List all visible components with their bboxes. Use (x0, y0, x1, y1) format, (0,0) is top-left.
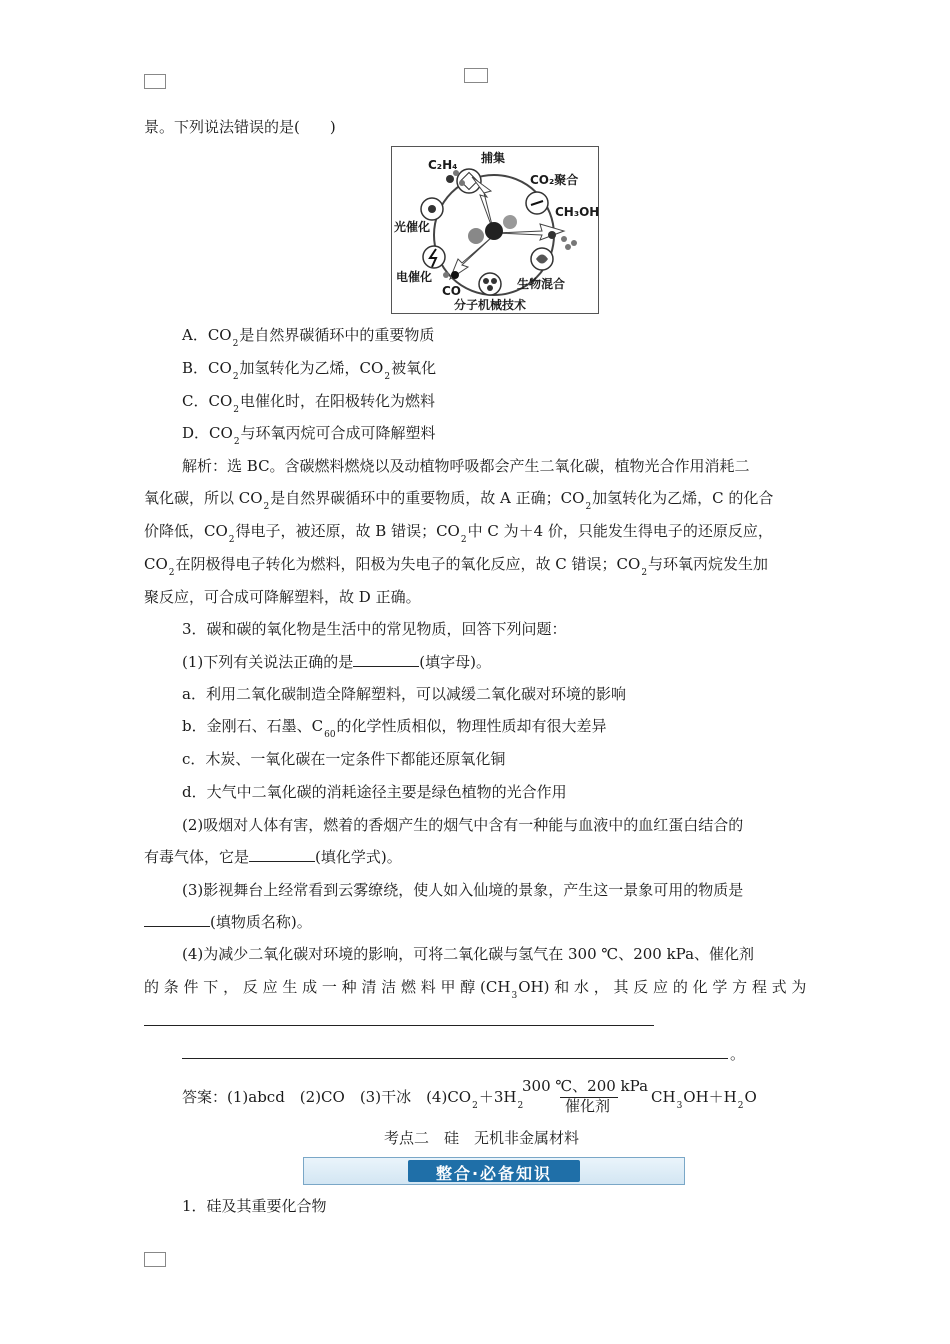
analysis-line-2: 氧化碳，所以 $CO_2$是自然界碳循环中的重要物质，故 A 正确；$CO_2$加氢转化为乙烯，C 的化合 (144, 489, 774, 512)
label-photocatalysis: 光催化 (394, 220, 431, 234)
corner-mark-bottom-left (144, 1252, 166, 1267)
q3-choice-c: c．木炭、一氧化碳在一定条件下都能还原氧化铜 (182, 750, 506, 768)
answer-blank-3[interactable] (144, 912, 210, 927)
answer-line-2[interactable] (182, 1058, 728, 1059)
analysis-line-5: 聚反应，可合成可降解塑料，故 D 正确。 (144, 588, 421, 606)
q3-choice-b: b．金刚石、石墨、$C_{60}$的化学性质相似，物理性质却有很大差异 (182, 717, 607, 740)
analysis-line-3: 价降低，$CO_2$得电子，被还原，故 B 错误；$CO_2$中 C 为＋4 价，只能发生得电子的还原反应， (144, 522, 773, 545)
q3-stem: 3．碳和碳的氧化物是生活中的常见物质，回答下列问题： (182, 620, 567, 638)
section-title: 考点二 硅 无机非金属材料 (384, 1129, 580, 1147)
reaction-condition-bottom: 催化剂 (565, 1097, 611, 1115)
q3-part-4-line-2: 的 条 件 下 ， 反 应 生 成 一 种 清 洁 燃 料 甲 醇 $(CH_3OH)$ 和 水 ， 其 反 应 的 化 学 方 程 式 为 (144, 978, 807, 1001)
label-capture: 捕集 (481, 151, 506, 165)
label-co2-polymerization: CO₂聚合 (530, 173, 579, 187)
q3-part-2-line-2: 有毒气体，它是 (填化学式)。 (144, 848, 402, 866)
answer-blank-2[interactable] (249, 847, 315, 862)
corner-mark-top-left (144, 74, 166, 89)
label-co: CO (442, 284, 462, 298)
option-c: C．$CO_2$电催化时，在阳极转化为燃料 (182, 392, 436, 415)
option-b: B．$CO_2$加氢转化为乙烯，$CO_2$被氧化 (182, 359, 437, 382)
q3-choice-d: d．大气中二氧化碳的消耗途径主要是绿色植物的光合作用 (182, 783, 567, 801)
label-bio-hybrid: 生物混合 (517, 277, 566, 291)
section-banner (303, 1157, 685, 1185)
banner-label-box (408, 1160, 580, 1182)
label-c2h4: C₂H₄ (428, 158, 458, 172)
section-item-1: 1．硅及其重要化合物 (182, 1197, 327, 1215)
option-a: A．$CO_2$是自然界碳循环中的重要物质 (182, 326, 435, 349)
q3-part-1: (1)下列有关说法正确的是 (填字母)。 (182, 653, 491, 671)
analysis-line-4: $CO_2$在阴极得电子转化为燃料，阳极为失电子的氧化反应，故 C 错误；$CO_2$与环氧丙烷发生加 (144, 555, 769, 578)
label-ch3oh: CH₃OH (555, 205, 600, 219)
reaction-condition-top: 300 ℃、200 kPa (521, 1077, 649, 1095)
question-intro: 景。下列说法错误的是( ) (144, 118, 336, 136)
co2-conversion-diagram (391, 146, 599, 314)
q3-part-3-line-1: (3)影视舞台上经常看到云雾缭绕，使人如入仙境的景象，产生这一景象可用的物质是 (182, 881, 744, 899)
label-molecular-machine: 分子机械技术 (454, 298, 527, 312)
answer-line-1[interactable] (144, 1025, 654, 1026)
q3-choice-a: a．利用二氧化碳制造全降解塑料，可以减缓二氧化碳对环境的影响 (182, 685, 626, 703)
option-d: D．$CO_2$与环氧丙烷可合成可降解塑料 (182, 424, 436, 447)
answer-text: 答案：(1)abcd (2)CO (3)干冰 $(4)CO_2+3H_2$ (182, 1088, 524, 1111)
banner-label: 整合·必备知识 (435, 1164, 553, 1183)
answer-blank-1[interactable] (353, 652, 419, 667)
answer-line-end-mark: 。 (730, 1045, 746, 1063)
q3-part-4-line-1: (4)为减少二氧化碳对环境的影响，可将二氧化碳与氢气在 300 ℃、200 kPa、催化剂 (182, 945, 755, 963)
analysis-line-1: 解析：选 BC。含碳燃料燃烧以及动植物呼吸都会产生二氧化碳，植物光合作用消耗二 (182, 457, 750, 475)
q3-part-2-line-1: (2)吸烟对人体有害，燃着的香烟产生的烟气中含有一种能与血液中的血红蛋白结合的 (182, 816, 744, 834)
q3-part-3-line-2: (填物质名称)。 (144, 912, 312, 932)
corner-mark-top-center (464, 68, 488, 83)
answer-products: $CH_3OH+H_2O$ (651, 1088, 757, 1111)
label-electrocatalysis: 电催化 (396, 270, 433, 284)
